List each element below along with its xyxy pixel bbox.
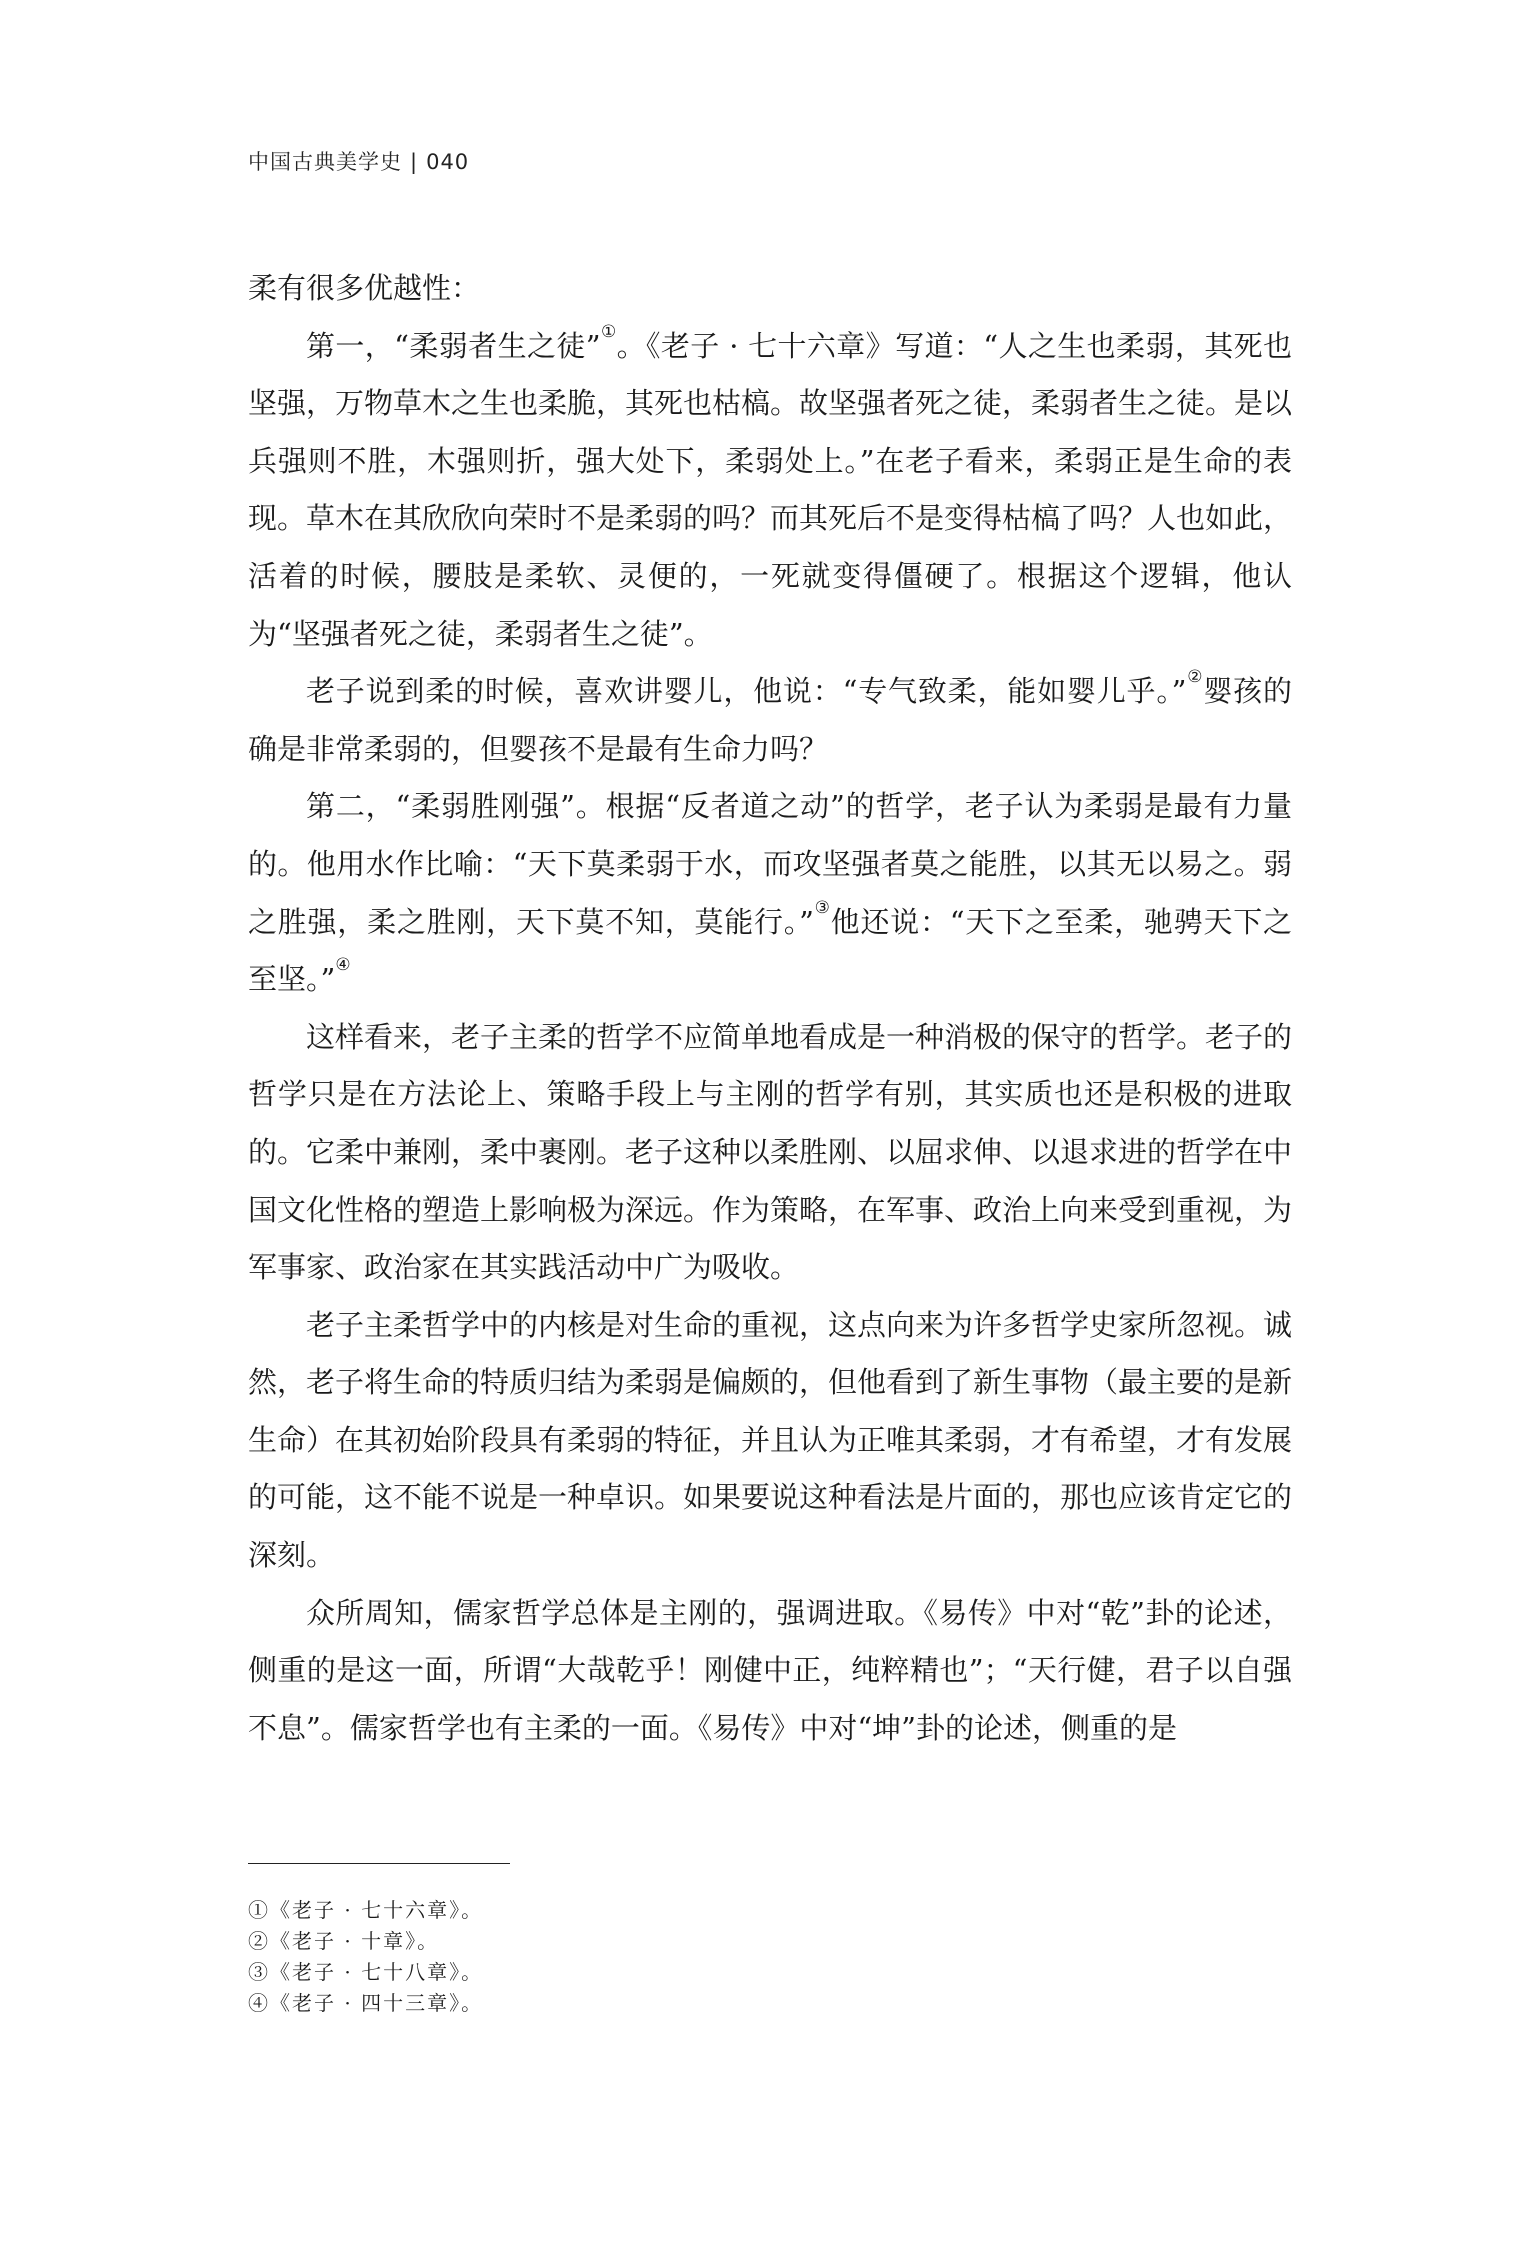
paragraph-text: 老子说到柔的时候，喜欢讲婴儿，他说：“专气致柔，能如婴儿乎。”	[306, 674, 1187, 709]
footnote-ref-3[interactable]: ③	[813, 897, 831, 918]
header-separator: |	[410, 150, 419, 174]
paragraph-second-point	[248, 778, 1292, 1008]
footnote-ref-4[interactable]: ④	[335, 955, 351, 976]
running-header	[248, 146, 469, 176]
footnote-1: ①《老子 · 七十六章》。	[248, 1898, 484, 1922]
paragraph-first-point	[248, 318, 1292, 664]
footnote-ref-1[interactable]: ①	[600, 321, 617, 342]
paragraph-intro	[248, 260, 1292, 318]
footnote-4: ④《老子 · 四十三章》。	[248, 1991, 484, 2015]
footnote-3: ③《老子 · 七十八章》。	[248, 1960, 484, 1984]
paragraph-text: 第二，“柔弱胜刚强”。根据“反者道之动”的哲学，老子认为柔弱是最有力量的。他用水作比喻：“天下莫柔弱于水，而攻坚强者莫之能胜，以其无以易之。弱之胜强，柔之胜刚，天下莫不知，莫能行。”	[248, 789, 1292, 939]
paragraph-life	[248, 1297, 1292, 1585]
paragraph-text: 他还说：“天下之至柔，驰骋天下之至坚。”	[248, 904, 1292, 997]
paragraph-text: 众所周知，儒家哲学总体是主刚的，强调进取。《易传》中对“乾”卦的论述，侧重的是这一面，所谓“大哉乾乎！刚健中正，纯粹精也”；“天行健，君子以自强不息”。儒家哲学也有主柔的一面。《易传》中对“坤”卦的论述，侧重的是	[248, 1595, 1292, 1745]
paragraph-confucian	[248, 1585, 1292, 1758]
body-text	[248, 260, 1292, 1757]
book-title: 中国古典美学史	[248, 150, 402, 174]
paragraph-text: 第一，“柔弱者生之徒”	[306, 328, 601, 363]
paragraph-text: 婴孩的确是非常柔弱的，但婴孩不是最有生命力吗？	[248, 674, 1292, 766]
paragraph-text: 老子主柔哲学中的内核是对生命的重视，这点向来为许多哲学史家所忽视。诚然，老子将生命的特质归结为柔弱是偏颇的，但他看到了新生事物（最主要的是新生命）在其初始阶段具有柔弱的特征，并且认为正唯其柔弱，才有希望，才有发展的可能，这不能不说是一种卓识。如果要说这种看法是片面的，那也应该肯定它的深刻。	[248, 1307, 1293, 1573]
paragraph-infant	[248, 663, 1292, 778]
paragraph-text: 。《老子 · 七十六章》写道：“人之生也柔弱，其死也坚强，万物草木之生也柔脆，其死也枯槁。故坚强者死之徒，柔弱者生之徒。是以兵强则不胜，木强则折，强大处下，柔弱处上。”在老子看来，柔弱正是生命的表现。草木在其欣欣向荣时不是柔弱的吗？而其死后不是变得枯槁了吗？人也如此，活着的时候，腰肢是柔软、灵便的，一死就变得僵硬了。根据这个逻辑，他认为“坚强者死之徒，柔弱者生之徒”。	[248, 328, 1293, 651]
footnote-divider	[248, 1863, 510, 1864]
paragraph-text: 这样看来，老子主柔的哲学不应简单地看成是一种消极的保守的哲学。老子的哲学只是在方法论上、策略手段上与主刚的哲学有别，其实质也还是积极的进取的。它柔中兼刚，柔中裹刚。老子这种以柔胜刚、以屈求伸、以退求进的哲学在中国文化性格的塑造上影响极为深远。作为策略，在军事、政治上向来受到重视，为军事家、政治家在其实践活动中广为吸收。	[248, 1019, 1293, 1285]
footnote-2: ②《老子 · 十章》。	[248, 1929, 440, 1953]
paragraph-strategy	[248, 1009, 1292, 1297]
paragraph-text: 柔有很多优越性：	[248, 271, 481, 305]
footnotes	[248, 1895, 483, 2019]
page-number: 040	[426, 150, 470, 174]
footnote-ref-2[interactable]: ②	[1186, 667, 1204, 688]
